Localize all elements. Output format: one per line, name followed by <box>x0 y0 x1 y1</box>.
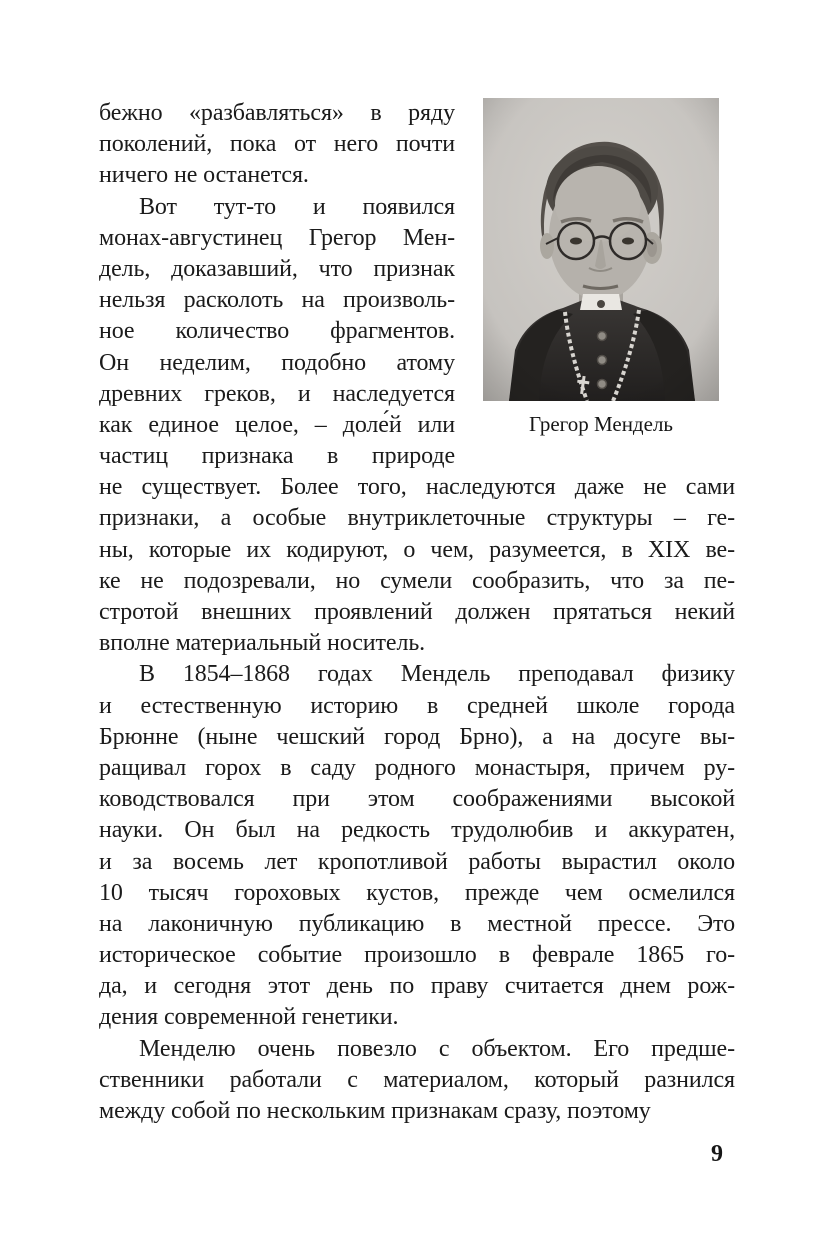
text-line: не существует. Более того, наследуются даже не сами <box>99 474 735 501</box>
text-line: нельзя расколоть на произволь- <box>99 287 455 314</box>
text-line: поколений, пока от него почти <box>99 131 455 158</box>
mendel-figure <box>455 98 735 463</box>
text-line: науки. Он был на редкость трудолюбив и аккуратен, <box>99 817 735 844</box>
text-line: историческое событие произошло в феврале 1865 го- <box>99 942 735 969</box>
text-line: ны, которые их кодируют, о чем, разумеется, в XIX ве- <box>99 536 735 563</box>
text-line: и естественную историю в средней школе города <box>99 692 735 719</box>
text-line: Он неделим, подобно атому <box>99 349 455 376</box>
text-line: между собой по нескольким признакам сразу, поэтому <box>99 1098 651 1124</box>
text-line: как единое целое, – доле́й или <box>99 411 455 438</box>
text-line: да, и сегодня этот день по праву считается днем рож- <box>99 973 735 1000</box>
text-line: монах-августинец Грегор Мен- <box>99 224 455 251</box>
text-line: В 1854–1868 годах Мендель преподавал физику <box>139 661 735 688</box>
text-line: Вот тут-то и появился <box>139 193 455 220</box>
text-line: ничего не останется. <box>99 162 309 189</box>
mendel-portrait-photo <box>483 98 719 401</box>
figure-caption: Грегор Мендель <box>529 412 673 436</box>
text-line: вполне материальный носитель. <box>99 630 426 657</box>
text-line: ращивал горох в саду родного монастыря, причем ру- <box>99 754 735 781</box>
page-number: 9 <box>711 1141 723 1168</box>
portrait-illustration <box>483 98 719 401</box>
text-line: дель, доказавший, что признак <box>99 255 455 282</box>
paragraph <box>99 659 735 1033</box>
text-line: на лаконичную публикацию в местной прессе. Это <box>99 910 735 937</box>
text-line: 10 тысяч гороховых кустов, прежде чем осмелился <box>99 879 735 906</box>
text-line: частиц признака в природе <box>99 443 455 470</box>
text-line: признаки, а особые внутриклеточные структуры – ге- <box>99 505 735 532</box>
text-line: ное количество фрагментов. <box>99 318 455 345</box>
text-line: стротой внешних проявлений должен прятаться некий <box>99 599 735 625</box>
text-line: ке не подозревали, но сумели сообразить, что за пе- <box>99 567 735 594</box>
text-line: дения современной генетики. <box>99 1004 399 1031</box>
text-line: древних греков, и наследуется <box>99 380 455 407</box>
text-line: бежно «разбавляться» в ряду <box>99 100 455 126</box>
text-line: ководствовался при этом соображениями высокой <box>99 786 735 813</box>
text-line: и за восемь лет кропотливой работы вырастил около <box>99 848 735 875</box>
text-line: ственники работали с материалом, который разнился <box>99 1066 735 1093</box>
text-line: Брюнне (ныне чешский город Брно), а на досуге вы- <box>99 723 735 750</box>
text-line: Менделю очень повезло с объектом. Его предше- <box>139 1035 735 1062</box>
paragraph <box>99 1034 735 1128</box>
